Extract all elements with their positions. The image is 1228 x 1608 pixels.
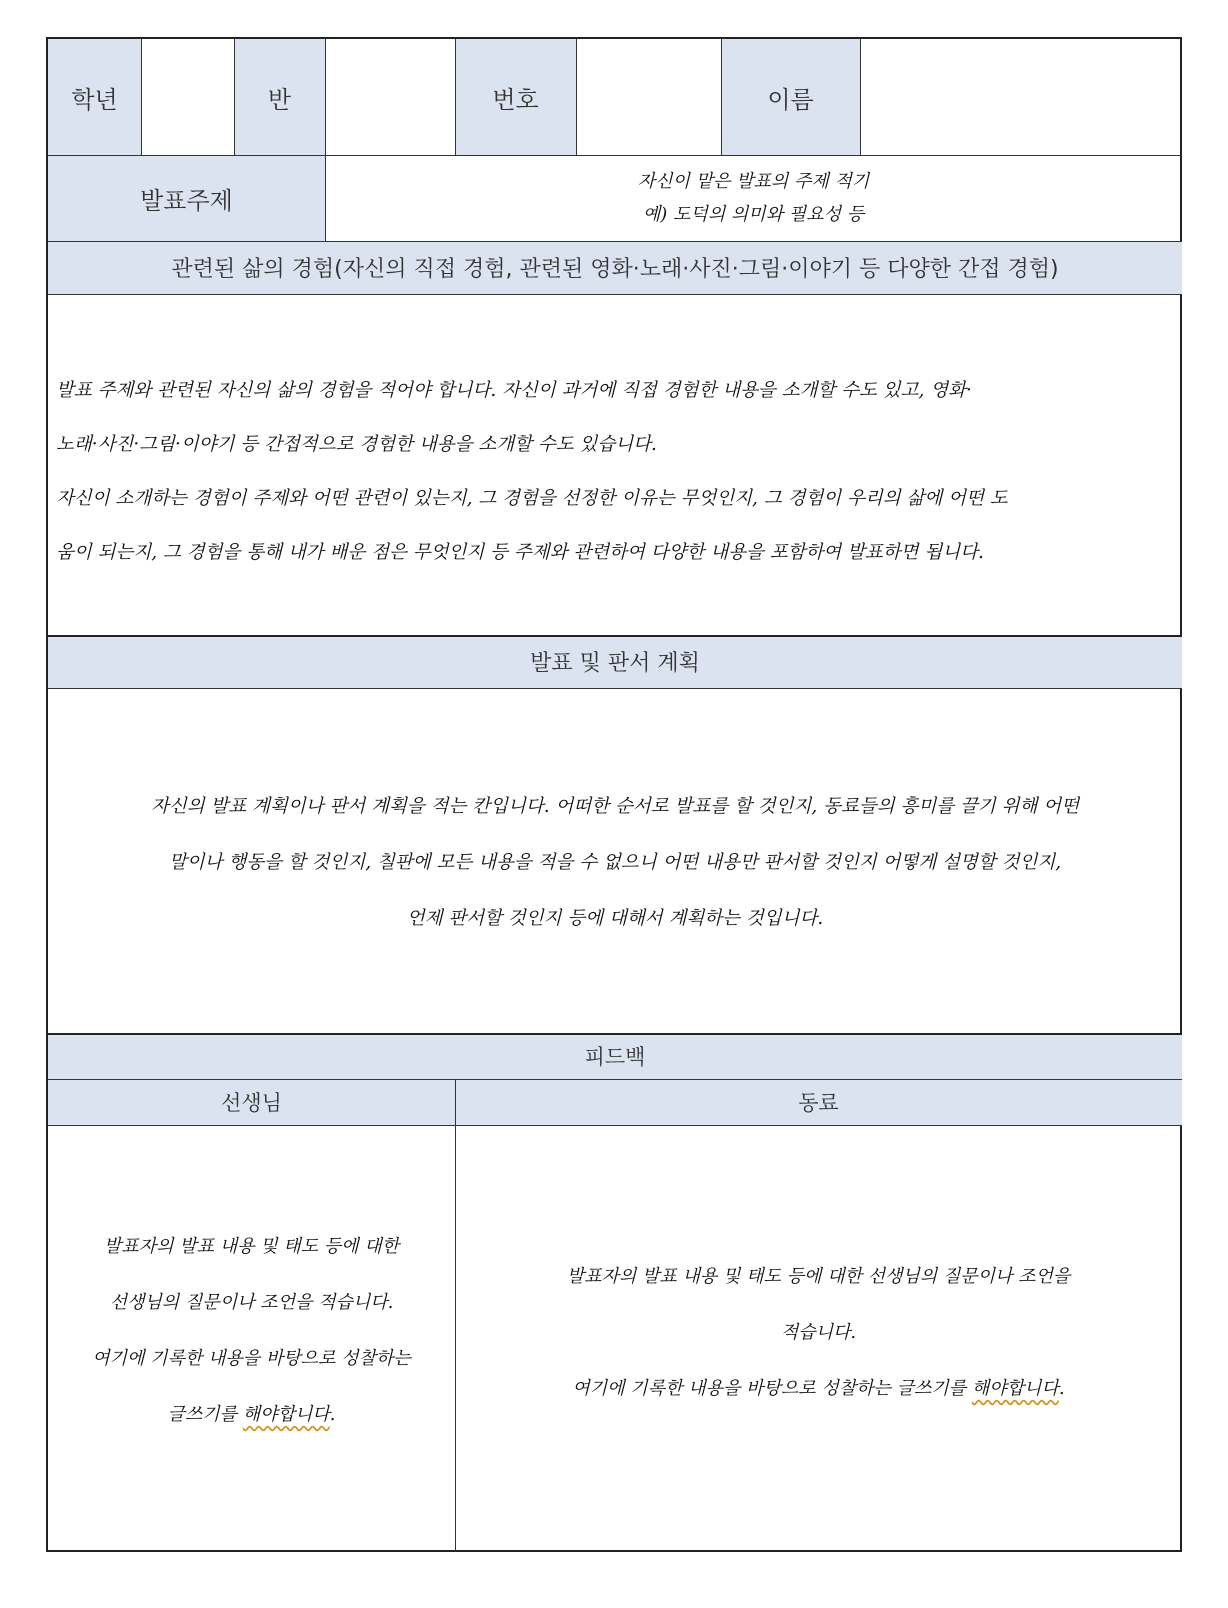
topic-field[interactable] — [325, 155, 1182, 241]
plan-header — [48, 635, 1182, 688]
divider — [325, 39, 326, 241]
grade-field[interactable] — [141, 39, 234, 155]
name-label-text: 이름 — [767, 85, 814, 114]
divider — [48, 294, 1182, 295]
teacher-feedback-content[interactable] — [48, 1219, 455, 1443]
divider — [48, 1079, 1182, 1080]
divider — [48, 1125, 1182, 1126]
peer-header — [455, 1079, 1182, 1125]
teacher-line-2: 선생님의 질문이나 조언을 적습니다. — [109, 1292, 394, 1313]
peer-line-1: 발표자의 발표 내용 및 태도 등에 대한 선생님의 질문이나 조언을 — [566, 1266, 1071, 1287]
grade-label-text: 학년 — [71, 85, 118, 114]
topic-label — [48, 155, 325, 241]
divider — [455, 1079, 456, 1552]
teacher-line-4 — [48, 1387, 455, 1443]
peer-feedback-content[interactable] — [455, 1249, 1182, 1417]
divider — [48, 241, 1182, 242]
plan-content[interactable] — [48, 779, 1182, 947]
divider — [234, 39, 235, 155]
grade-label — [48, 39, 141, 155]
experience-para2-line2: 움이 되는지, 그 경험을 통해 내가 배운 점은 무엇인지 등 주제와 관련하여 다양한 내용을 포함하여 발표하면 됩니다. — [56, 542, 984, 563]
presentation-worksheet — [46, 37, 1182, 1552]
class-label-text: 반 — [267, 85, 292, 114]
name-label — [721, 39, 860, 155]
peer-line-3 — [455, 1361, 1182, 1417]
teacher-header — [48, 1079, 455, 1125]
teacher-line-4-b: 해야합니다 — [242, 1404, 330, 1425]
topic-label-text: 발표주제 — [140, 186, 233, 215]
teacher-line-4-a: 글쓰기를 — [167, 1404, 243, 1425]
teacher-line-4-c: . — [329, 1404, 336, 1425]
divider — [48, 688, 1182, 689]
number-label — [455, 39, 576, 155]
topic-line-1: 자신이 맡은 발표의 주제 적기 — [637, 170, 870, 192]
experience-header — [48, 241, 1182, 294]
experience-content[interactable] — [56, 364, 1178, 580]
divider — [721, 39, 722, 155]
divider — [141, 39, 142, 155]
plan-line-1: 자신의 발표 계획이나 판서 계획을 적는 칸입니다. 어떠한 순서로 발표를 할 것인지, 동료들의 흥미를 끌기 위해 어떤 — [151, 796, 1079, 817]
experience-para1-line1: 발표 주제와 관련된 자신의 삶의 경험을 적어야 합니다. 자신이 과거에 직접 경험한 내용을 소개할 수도 있고, 영화· — [56, 380, 972, 401]
peer-label: 동료 — [798, 1091, 839, 1115]
number-label-text: 번호 — [492, 85, 539, 114]
feedback-title: 피드백 — [584, 1045, 646, 1069]
peer-line-2: 적습니다. — [780, 1322, 857, 1343]
peer-line-3-b: 해야합니다 — [971, 1378, 1059, 1399]
divider — [455, 39, 456, 155]
peer-line-3-c: . — [1058, 1378, 1065, 1399]
divider — [48, 1033, 1182, 1035]
plan-line-2: 말이나 행동을 할 것인지, 칠판에 모든 내용을 적을 수 없으니 어떤 내용만 판서할 것인지 어떻게 설명할 것인지, — [168, 852, 1062, 873]
teacher-label: 선생님 — [221, 1091, 282, 1115]
class-label — [234, 39, 325, 155]
divider — [48, 155, 1182, 156]
peer-line-3-a: 여기에 기록한 내용을 바탕으로 성찰하는 글쓰기를 — [572, 1378, 972, 1399]
class-field[interactable] — [325, 39, 455, 155]
divider — [860, 39, 861, 155]
experience-para1-line2: 노래·사진·그림·이야기 등 간접적으로 경험한 내용을 소개할 수도 있습니다. — [56, 434, 657, 455]
divider — [48, 635, 1182, 637]
experience-title: 관련된 삶의 경험(자신의 직접 경험, 관련된 영화·노래·사진·그림·이야기 등 다양한 간접 경험) — [171, 257, 1059, 282]
teacher-line-1: 발표자의 발표 내용 및 태도 등에 대한 — [103, 1236, 400, 1257]
experience-para2-line1: 자신이 소개하는 경험이 주제와 어떤 관련이 있는지, 그 경험을 선정한 이유는 무엇인지, 그 경험이 우리의 삶에 어떤 도 — [56, 488, 1008, 509]
number-field[interactable] — [576, 39, 721, 155]
divider — [576, 39, 577, 155]
feedback-header — [48, 1033, 1182, 1079]
teacher-line-3: 여기에 기록한 내용을 바탕으로 성찰하는 — [92, 1348, 411, 1369]
plan-line-3: 언제 판서할 것인지 등에 대해서 계획하는 것입니다. — [406, 908, 824, 929]
plan-title: 발표 및 판서 계획 — [530, 651, 700, 676]
name-field[interactable] — [860, 39, 1182, 155]
topic-line-2: 예) 도덕의 의미와 필요성 등 — [642, 204, 865, 225]
